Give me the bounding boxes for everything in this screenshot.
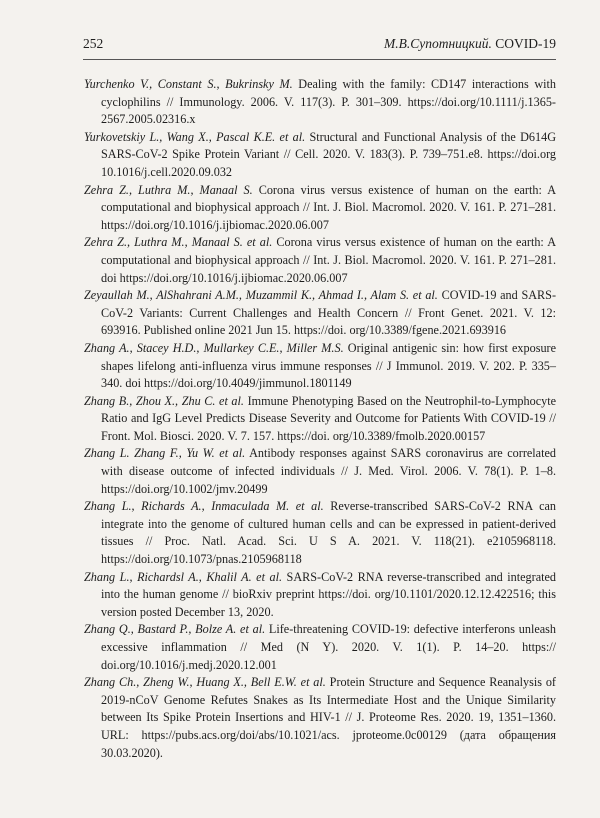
- reference-authors: Zhang L., Richardsl A., Khalil A. et al.: [84, 569, 283, 584]
- reference-entry: [84, 674, 556, 762]
- reference-entry: [84, 182, 556, 235]
- reference-authors: Zhang A., Stacey H.D., Mullarkey C.E., Miller M.S.: [84, 340, 344, 355]
- reference-text: Reverse-transcribed SARS-CoV-2 RNA can integrate into the genome of cultured human cells and can be expressed in patient-derived tissues // Proc. Natl. Acad. Sci. U S A. 2021. V. 118(21). e2105968118. https://doi.org/10.1073/pnas.2105968118: [101, 499, 557, 567]
- reference-list: [84, 76, 556, 762]
- running-title: [384, 36, 556, 52]
- reference-text: Structural and Functional Analysis of the D614G SARS-CoV-2 Spike Protein Variant // Cell. 2020. V. 183(3). P. 739–751.e8. https://doi.org 10.1016/j.cell.2020.09.032: [101, 129, 557, 179]
- reference-text: Antibody responses against SARS coronavirus are correlated with disease outcome of infected individuals // J. Med. Virol. 2006. V. 78(1). P. 1–8. https://doi.org/10.1002/jmv.20499: [101, 446, 556, 496]
- reference-entry: [84, 621, 556, 674]
- reference-entry: [84, 498, 556, 568]
- reference-text: Corona virus versus existence of human on the earth: A computational and biophysical approach // Int. J. Biol. Macromol. 2020. V. 161. P. 271–281. doi https://doi.org/10.1016/j.ijbiomac.2020.06.007: [101, 235, 557, 285]
- reference-text: Life-threatening COVID-19: defective interferons unleash excessive inflammation // Med (N Y). 2020. V. 1(1). P. 14–20. https:// doi.org/10.1016/j.medj.2020.12.001: [101, 622, 556, 672]
- reference-authors: Zhang B., Zhou X., Zhu C. et al.: [84, 393, 244, 408]
- reference-text: SARS-CoV-2 RNA reverse-transcribed and integrated into the human genome // bioRxiv preprint https://doi. org/10.1101/2020.12.12.422516; this version posted December 13, 2020.: [101, 569, 557, 619]
- reference-entry: [84, 569, 556, 622]
- reference-authors: Zhang Q., Bastard P., Bolze A. et al.: [84, 622, 266, 637]
- reference-authors: Yurchenko V., Constant S., Bukrinsky M.: [84, 77, 293, 91]
- reference-entry: [84, 340, 556, 393]
- reference-entry: [84, 234, 556, 287]
- header-rule: [83, 59, 556, 60]
- reference-authors: Zhang Ch., Zheng W., Huang X., Bell E.W. et al.: [84, 675, 326, 690]
- reference-entry: [84, 287, 556, 340]
- reference-authors: Zhang L., Richards A., Inmaculada M. et al.: [84, 499, 324, 514]
- reference-text: Original antigenic sin: how first exposure shapes lifelong anti-influenza virus immune responses // J Immunol. 2019. V. 202. P. 335–340. doi https://doi.org/10.4049/jimmunol.1801149: [101, 340, 557, 391]
- reference-text: Immune Phenotyping Based on the Neutrophil-to-Lymphocyte Ratio and IgG Level Predicts Disease Severity and Outcome for Patients With COVID-19 // Front. Mol. Biosci. 2020. V. 7. 157. https://doi. org/10.3389/fmolb.2020.00157: [101, 393, 556, 443]
- reference-authors: Zeyaullah M., AlShahrani A.M., Muzammil K., Ahmad I., Alam S. et al.: [84, 288, 438, 303]
- reference-entry: [84, 76, 556, 129]
- reference-authors: Zehra Z., Luthra M., Manaal S.: [84, 182, 253, 197]
- reference-entry: [84, 445, 556, 498]
- running-title-author: М.В.Супотницкий.: [384, 36, 492, 51]
- running-title-text: COVID-19: [495, 36, 556, 51]
- reference-text: Protein Structure and Sequence Reanalysis of 2019-nCoV Genome Refutes Snakes as Its Intermediate Host and the Unique Similarity between Its Spike Protein Insertions and HIV-1 // J. Proteome Res. 2020. 19, 1351–1360. URL: https://pubs.acs.org/doi/abs/10.1021/acs. jproteome.0c00129 (дата обращения 30.03.2020).: [101, 675, 556, 760]
- reference-authors: Zhang L. Zhang F., Yu W. et al.: [84, 446, 246, 461]
- reference-entry: [84, 393, 556, 446]
- page-header: [83, 36, 556, 56]
- reference-entry: [84, 129, 556, 182]
- reference-text: Corona virus versus existence of human on the earth: A computational and biophysical approach // Int. J. Biol. Macromol. 2020. V. 161. P. 271–281. https://doi.org/10.1016/j.ijbiomac.2020.06.007: [101, 182, 557, 232]
- reference-authors: Zehra Z., Luthra M., Manaal S. et al.: [84, 235, 273, 250]
- page-number: 252: [83, 36, 104, 51]
- reference-authors: Yurkovetskiy L., Wang X., Pascal K.E. et al.: [84, 129, 306, 144]
- reference-text: COVID-19 and SARS-CoV-2 Variants: Current Challenges and Health Concern // Front Genet. 2021. V. 12: 693916. Published online 2021 Jun 15. https://doi. org/10.3389/fgene.2021.693916: [101, 288, 557, 338]
- reference-text: Dealing with the family: CD147 interactions with cyclophilins // Immunology. 2006. V. 117(3). P. 301–309. https://doi.org/10.1111/j.1365-2567.2005.02316.x: [101, 77, 556, 127]
